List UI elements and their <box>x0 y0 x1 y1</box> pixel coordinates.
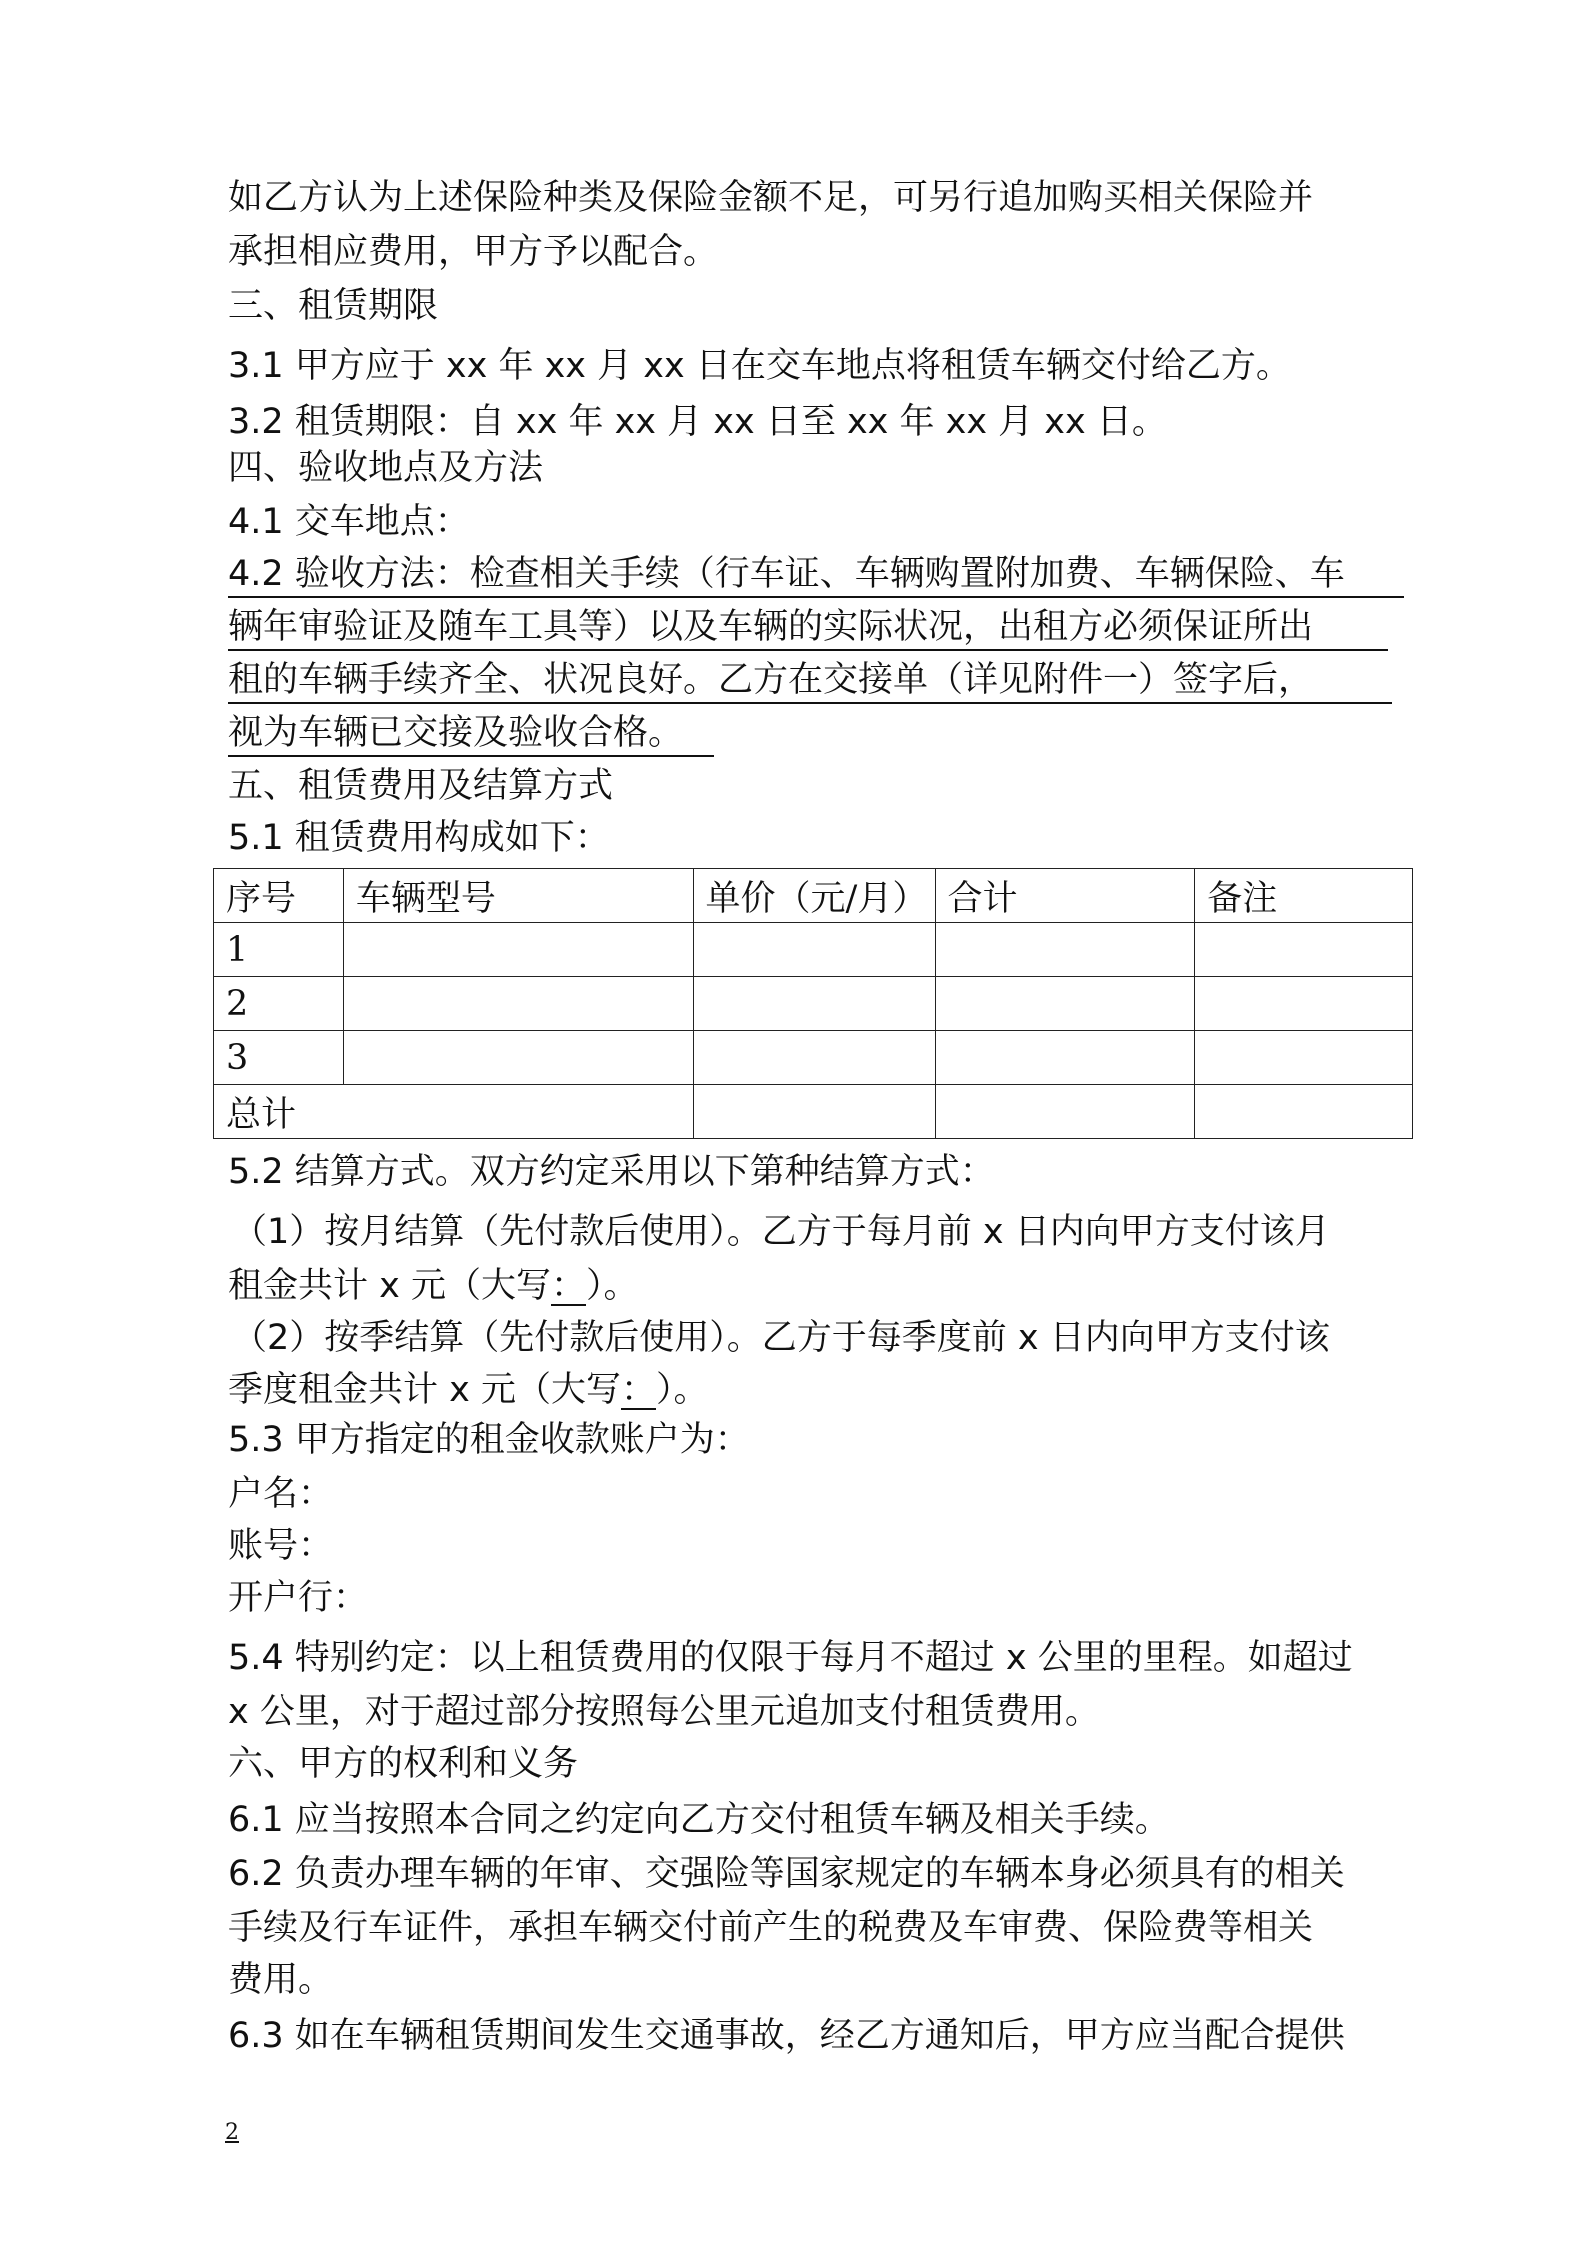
table-header-row <box>214 869 1413 923</box>
table-cell <box>935 1085 1195 1139</box>
text-line <box>228 1368 709 1412</box>
table-cell <box>343 923 693 977</box>
account-number-line: 账号： <box>228 1526 334 1566</box>
text-line: 6.2 负责办理车辆的年审、交强险等国家规定的车辆本身必须具有的相关 <box>228 1854 1345 1894</box>
account-bank-line: 开户行： <box>228 1578 369 1618</box>
table-cell <box>693 1031 935 1085</box>
row-number-cell: 2 <box>214 977 344 1031</box>
acceptance-line: 租的车辆手续齐全、状况良好。乙方在交接单（详见附件一）签字后， <box>228 658 1392 704</box>
text-line: 5.4 特别约定：以上租赁费用的仅限于每月不超过 x 公里的里程。如超过 <box>228 1638 1353 1678</box>
text-line: 费用。 <box>228 1960 334 2000</box>
blank-field: ： <box>550 1266 586 1306</box>
table-cell <box>1195 923 1413 977</box>
table-header-cell: 序号 <box>214 869 344 923</box>
text-line: （1）按月结算（先付款后使用）。乙方于每月前 x 日内向甲方支付该月 <box>232 1212 1330 1252</box>
section-heading: 三、租赁期限 <box>228 286 439 326</box>
table-header-cell: 车辆型号 <box>343 869 693 923</box>
table-row <box>214 977 1413 1031</box>
text-line <box>228 1264 639 1308</box>
page-number: 2 <box>225 2120 239 2145</box>
text-line: 如乙方认为上述保险种类及保险金额不足，可另行追加购买相关保险并 <box>228 178 1314 218</box>
text-segment: ）。 <box>655 1370 709 1410</box>
total-label-cell: 总计 <box>214 1085 694 1139</box>
table-cell <box>1195 1031 1413 1085</box>
text-line: （2）按季结算（先付款后使用）。乙方于每季度前 x 日内向甲方支付该 <box>232 1318 1330 1358</box>
section-heading: 六、甲方的权利和义务 <box>228 1744 579 1784</box>
table-cell <box>693 977 935 1031</box>
table-row <box>214 1031 1413 1085</box>
acceptance-line: 4.2 验收方法：检查相关手续（行车证、车辆购置附加费、车辆保险、车 <box>228 552 1404 598</box>
table-cell <box>343 977 693 1031</box>
text-segment: 租金共计 x 元（大写 <box>228 1266 551 1306</box>
table-header-cell: 合计 <box>935 869 1195 923</box>
row-number-cell: 3 <box>214 1031 344 1085</box>
text-line: 5.2 结算方式。双方约定采用以下第种结算方式： <box>228 1152 995 1192</box>
text-line: 手续及行车证件，承担车辆交付前产生的税费及车审费、保险费等相关 <box>228 1908 1314 1948</box>
text-segment: ）。 <box>585 1266 639 1306</box>
table-cell <box>343 1031 693 1085</box>
text-line: 承担相应费用，甲方予以配合。 <box>228 232 719 272</box>
text-line: 4.1 交车地点： <box>228 502 470 542</box>
table-header-cell: 单价（元/月） <box>693 869 935 923</box>
text-line: 3.2 租赁期限：自 xx 年 xx 月 xx 日至 xx 年 xx 月 xx 日。 <box>228 402 1167 442</box>
table-cell <box>1195 1085 1413 1139</box>
text-line: 6.1 应当按照本合同之约定向乙方交付租赁车辆及相关手续。 <box>228 1800 1170 1840</box>
text-line: x 公里，对于超过部分按照每公里元追加支付租赁费用。 <box>228 1692 1100 1732</box>
acceptance-line: 辆年审验证及随车工具等）以及车辆的实际状况，出租方必须保证所出 <box>228 605 1388 651</box>
table-cell <box>935 1031 1195 1085</box>
text-segment: 季度租金共计 x 元（大写 <box>228 1370 621 1410</box>
table-cell <box>693 1085 935 1139</box>
row-number-cell: 1 <box>214 923 344 977</box>
table-header-cell: 备注 <box>1195 869 1413 923</box>
fee-table <box>213 868 1413 1139</box>
table-cell <box>935 923 1195 977</box>
text-line: 5.1 租赁费用构成如下： <box>228 818 610 858</box>
blank-field: ： <box>620 1370 656 1410</box>
text-line: 5.3 甲方指定的租金收款账户为： <box>228 1420 750 1460</box>
section-heading: 四、验收地点及方法 <box>228 448 544 488</box>
text-line: 6.3 如在车辆租赁期间发生交通事故，经乙方通知后，甲方应当配合提供 <box>228 2016 1345 2056</box>
acceptance-line: 视为车辆已交接及验收合格。 <box>228 711 714 757</box>
text-line: 3.1 甲方应于 xx 年 xx 月 xx 日在交车地点将租赁车辆交付给乙方。 <box>228 346 1291 386</box>
table-row <box>214 923 1413 977</box>
table-total-row <box>214 1085 1413 1139</box>
table-cell <box>693 923 935 977</box>
table-cell <box>1195 977 1413 1031</box>
section-heading: 五、租赁费用及结算方式 <box>228 766 614 806</box>
table-cell <box>935 977 1195 1031</box>
account-name-line: 户名： <box>228 1474 334 1514</box>
